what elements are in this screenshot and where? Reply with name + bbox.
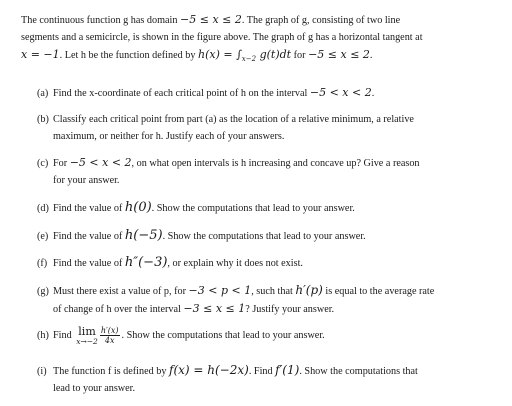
problem-intro (21, 11, 503, 68)
question-a: (a) Find the x-coordinate of each critical point of h on the interval −5 < x < 2. (37, 86, 375, 99)
limit-operator: lim x→−2 (76, 325, 98, 346)
question-f: (f) Find the value of h″(−3), or explain why it does not exist. (37, 255, 303, 270)
question-e: (e) Find the value of h(−5). Show the computations that lead to your answer. (37, 228, 366, 243)
intro-line-2: segments and a semicircle, is shown in the figure above. The graph of g has a horizontal tangent at (21, 32, 423, 43)
question-h: (h) Find lim x→−2 $\frac{h'(x)}{4x}$ . Show the computations that lead to your answer. (37, 325, 325, 346)
intro-line-3: x = −1. Let h be the function defined by $h(x) = \int_{x-2}$ g(t)dt for −5 ≤ x ≤ 2. (21, 48, 373, 64)
question-i: (i) The function f is defined by f(x) = h(−2x). Find f′(1). Show the computations that lead to your answer. (37, 363, 418, 394)
intro-line-1: The continuous function g has domain −5 ≤ x ≤ 2. The graph of g, consisting of two line (21, 13, 401, 26)
limit-fraction: $\frac{h'(x)}{4x}$ (100, 326, 119, 345)
question-d: (d) Find the value of h(0). Show the computations that lead to your answer. (37, 200, 355, 215)
question-g: (g) Must there exist a value of p, for −3 < p < 1, such that h′(p) is equal to the average rate of change of h over the interval −3 ≤ x ≤ 1? Justify your answer. (37, 283, 435, 315)
question-c: (c) For −5 < x < 2, on what open intervals is h increasing and concave up? Give a reason for your answer. (37, 156, 420, 186)
question-b: (b) Classify each critical point from part (a) as the location of a relative minimum, a relative maximum, or neither for h. Justify each of your answers. (37, 114, 414, 142)
